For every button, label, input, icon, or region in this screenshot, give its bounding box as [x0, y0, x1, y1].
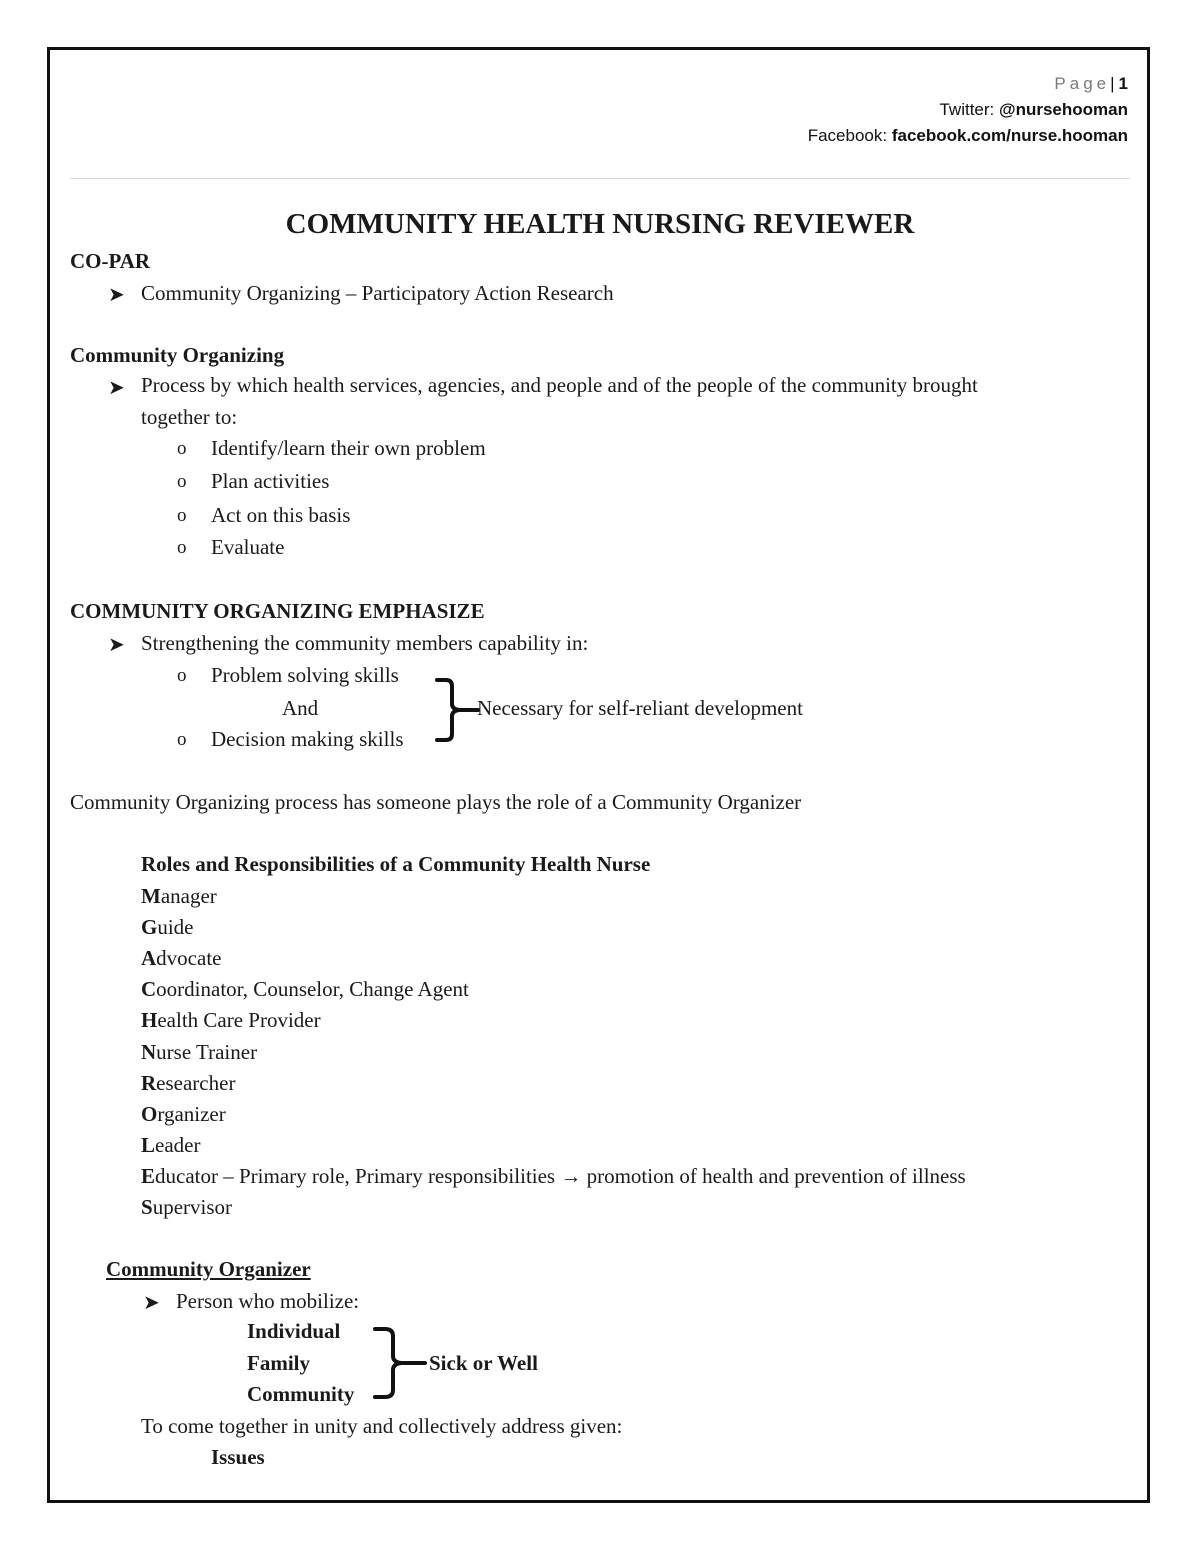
circle-bullet-icon: o — [177, 537, 187, 558]
role-item — [141, 915, 194, 940]
circle-bullet-icon: o — [177, 665, 187, 686]
role-item — [141, 1164, 966, 1189]
skill-item: Decision making skills — [211, 727, 404, 751]
role-initial: H — [141, 1008, 158, 1032]
bullet-arrow-icon: ➤ — [143, 1290, 160, 1314]
copar-heading: CO-PAR — [70, 249, 151, 273]
list-item: Plan activities — [211, 469, 330, 493]
list-item: Evaluate — [211, 535, 285, 559]
role-text: esearcher — [156, 1071, 236, 1095]
circle-bullet-icon: o — [177, 438, 187, 459]
role-initial: R — [141, 1071, 157, 1095]
emphasize-bullet: Strengthening the community members capability in: — [141, 631, 589, 655]
copar-definition: Community Organizing – Participatory Action Research — [141, 281, 614, 305]
role-initial: O — [141, 1102, 158, 1126]
circle-bullet-icon: o — [177, 729, 187, 750]
emphasize-heading: COMMUNITY ORGANIZING EMPHASIZE — [70, 599, 485, 623]
role-initial: E — [141, 1164, 156, 1188]
co-definition-line1: Process by which health services, agencies, and people and of the people of the community brought — [141, 373, 978, 397]
role-initial: C — [141, 977, 157, 1001]
twitter-label: Twitter: — [939, 100, 995, 119]
co-definition-line2: together to: — [141, 405, 238, 429]
skill-item: Problem solving skills — [211, 663, 399, 687]
role-text: ducator – Primary role, Primary responsibilities → promotion of health and prevention of illness — [155, 1164, 966, 1188]
role-text: upervisor — [152, 1195, 233, 1219]
role-item — [141, 1040, 257, 1065]
role-text: dvocate — [156, 946, 222, 970]
facebook-line — [808, 126, 1128, 146]
page-border — [47, 47, 1150, 1503]
role-initial: N — [141, 1040, 157, 1064]
page-number-line: Page| 1 — [1054, 74, 1128, 93]
role-item — [141, 1008, 321, 1033]
role-item — [141, 977, 469, 1002]
target-item: Community — [247, 1382, 355, 1406]
organizer-bullet: Person who mobilize: — [176, 1289, 360, 1313]
role-item — [141, 1102, 226, 1127]
skill-connector: And — [282, 696, 319, 720]
role-text: eader — [155, 1133, 201, 1157]
role-item — [141, 1133, 200, 1158]
twitter-line — [939, 100, 1128, 120]
role-initial: A — [141, 946, 157, 970]
right-brace-icon — [371, 1324, 429, 1404]
role-text: ealth Care Provider — [157, 1008, 321, 1032]
bullet-arrow-icon: ➤ — [108, 282, 125, 306]
community-organizing-heading: Community Organizing — [70, 343, 285, 367]
bullet-arrow-icon: ➤ — [108, 632, 125, 656]
header-divider — [70, 178, 1130, 179]
role-item — [141, 946, 221, 971]
role-text: rganizer — [157, 1102, 226, 1126]
role-item — [141, 1071, 235, 1096]
facebook-url: facebook.com/nurse.hooman — [891, 126, 1128, 145]
role-initial: M — [141, 884, 161, 908]
community-organizer-heading: Community Organizer — [106, 1257, 311, 1281]
bullet-arrow-icon: ➤ — [108, 375, 125, 399]
organizer-statement: Community Organizing process has someone plays the role of a Community Organizer — [70, 790, 802, 814]
brace-note: Necessary for self-reliant development — [477, 696, 803, 720]
twitter-handle: @nursehooman — [999, 100, 1128, 119]
document-title: COMMUNITY HEALTH NURSING REVIEWER — [285, 208, 915, 240]
organizer-closing: To come together in unity and collectively address given: — [141, 1414, 623, 1438]
role-initial: G — [141, 915, 158, 939]
list-item: Identify/learn their own problem — [211, 436, 486, 460]
circle-bullet-icon: o — [177, 471, 187, 492]
target-item: Family — [247, 1351, 310, 1375]
role-text: uide — [157, 915, 194, 939]
page-label: Page — [1054, 74, 1111, 93]
page-number: 1 — [1118, 74, 1128, 93]
list-item: Act on this basis — [211, 503, 351, 527]
role-initial: L — [141, 1133, 156, 1157]
target-item: Individual — [247, 1319, 341, 1343]
role-text: urse Trainer — [156, 1040, 258, 1064]
issues-label: Issues — [211, 1445, 265, 1469]
right-brace-icon — [434, 676, 480, 746]
circle-bullet-icon: o — [177, 505, 187, 526]
roles-heading: Roles and Responsibilities of a Community Health Nurse — [141, 852, 651, 876]
sick-or-well-note: Sick or Well — [429, 1351, 538, 1375]
role-text: oordinator, Counselor, Change Agent — [156, 977, 469, 1001]
role-text: anager — [160, 884, 217, 908]
role-item — [141, 1195, 232, 1220]
facebook-label: Facebook: — [807, 126, 888, 145]
role-initial: S — [141, 1195, 153, 1219]
role-item — [141, 884, 217, 909]
